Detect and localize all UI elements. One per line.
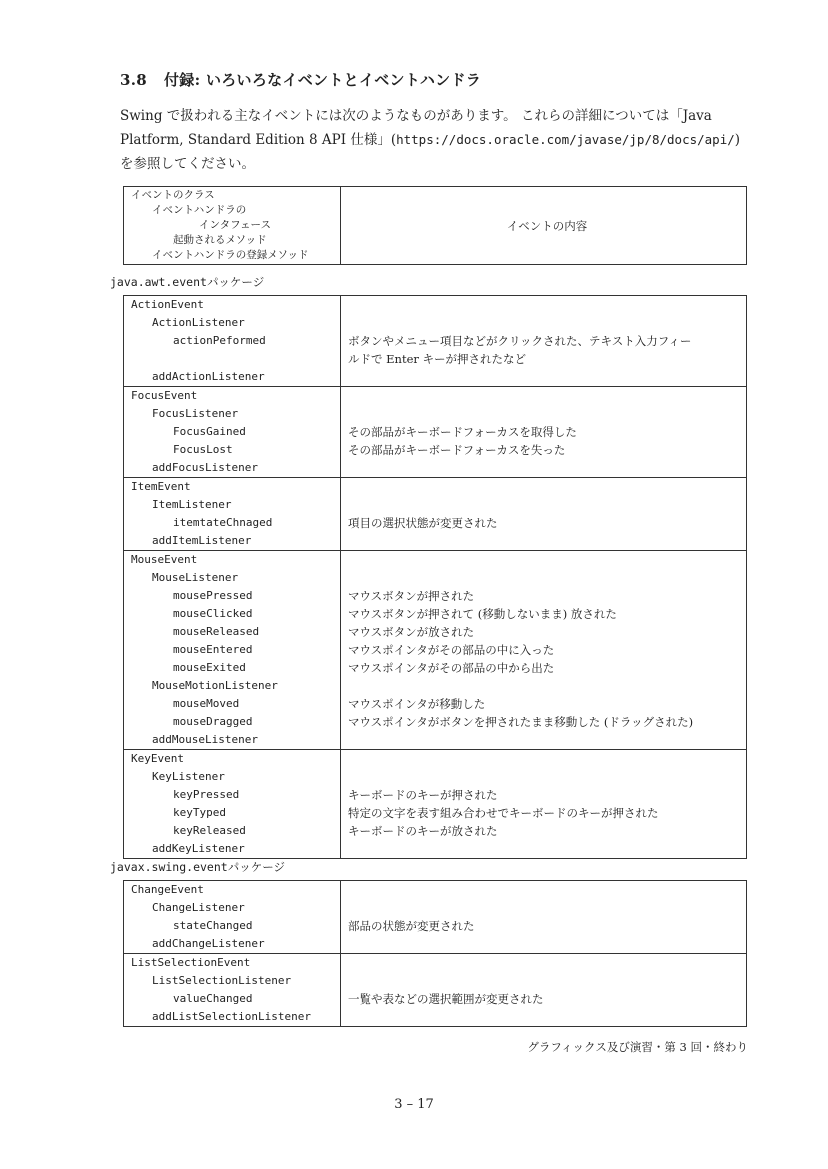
event-description: 項目の選択状態が変更された [348,516,498,530]
event-code-cell [124,478,341,550]
event-description [348,768,746,786]
listener-name: ChangeListener [152,901,245,914]
package-label-swing [110,859,285,875]
event-code-cell [124,387,341,477]
legend-event-class: イベントのクラス [131,189,215,201]
event-code-cell [124,881,341,953]
listener-name: FocusListener [152,407,239,420]
event-description-cell [341,387,746,477]
event-description: ボタンやメニュー項目などがクリックされた、テキスト入力フィー [348,334,692,348]
event-code-cell [124,296,341,386]
event-description: マウスボタンが放された [348,625,475,639]
event-description-cell [341,551,746,749]
event-description: マウスポインタが移動した [348,697,486,711]
event-description [348,972,746,990]
legend-handler: イベントハンドラの [152,204,247,216]
listener-name: addFocusListener [152,461,258,474]
listener-name: MouseListener [152,571,239,584]
intro-line-3: を参照してください。 [120,156,255,172]
method-name: FocusLost [173,443,233,456]
listener-name: addListSelectionListener [152,1010,311,1023]
event-table-awt [123,295,747,859]
legend-description: イベントの内容 [506,218,588,233]
method-name: valueChanged [173,992,253,1005]
method-name: stateChanged [173,919,253,932]
event-code-cell [124,954,341,1026]
event-description: 一覧や表などの選択範囲が変更された [348,992,544,1006]
intro-line-2-text: Platform, Standard Edition 8 API 仕様」( [120,132,397,148]
event-class-name: ListSelectionEvent [131,956,251,969]
event-block [124,386,746,477]
event-code-cell [124,551,341,749]
event-description [348,1008,746,1026]
event-class-name: MouseEvent [131,553,198,566]
listener-name: ItemListener [152,498,232,511]
event-class-name: ActionEvent [131,298,204,311]
method-name: mouseExited [173,661,246,674]
event-description: 特定の文字を表す組み合わせでキーボードのキーが押された [348,806,659,820]
event-description: その部品がキーボードフォーカスを失った [348,443,566,457]
legend-table [123,186,747,265]
event-description [348,368,746,386]
event-description: その部品がキーボードフォーカスを取得した [348,425,577,439]
event-class-name [131,350,340,368]
method-name: keyTyped [173,806,226,819]
listener-name: addMouseListener [152,733,258,746]
event-class-name: ItemEvent [131,480,191,493]
method-name: mouseMoved [173,697,240,710]
method-name: mouseEntered [173,643,253,656]
event-description [348,314,746,332]
package-suffix: パッケージ [206,275,265,289]
listener-name: addItemListener [152,534,252,547]
event-description [348,750,746,768]
section-heading [120,69,481,90]
method-name: mouseDragged [173,715,253,728]
intro-line-1: Swing で扱われる主なイベントには次のようなものがあります。 これらの詳細については「Java [120,108,712,124]
intro-paragraph [120,104,760,176]
legend-interface: インタフェース [199,219,272,231]
event-class-name: ChangeEvent [131,883,204,896]
method-name: mouseReleased [173,625,260,638]
listener-name: ActionListener [152,316,245,329]
event-description: マウスボタンが押されて (移動しないまま) 放された [348,607,617,621]
event-description-cell [341,478,746,550]
method-name: actionPeformed [173,334,266,347]
footer-note: グラフィックス及び演習・第 3 回・終わり [527,1040,748,1054]
event-block [124,477,746,550]
method-name: FocusGained [173,425,246,438]
listener-name: addChangeListener [152,937,265,950]
event-description: ルドで Enter キーが押されたなど [348,352,527,366]
event-class-name: KeyEvent [131,752,184,765]
legend-cell [124,187,341,264]
event-block [124,749,746,858]
event-description: キーボードのキーが放された [348,824,498,838]
event-description: 部品の状態が変更された [348,919,475,933]
event-description [348,496,746,514]
event-description [348,296,746,314]
event-description [348,478,746,496]
listener-name: ListSelectionListener [152,974,292,987]
listener-name: MouseMotionListener [152,679,278,692]
event-description [348,840,746,858]
event-description [348,881,746,899]
event-description-cell [341,296,746,386]
method-name: keyPressed [173,788,240,801]
legend-method: 起動されるメソッド [173,234,267,246]
section-title: 付録: いろいろなイベントとイベントハンドラ [164,71,482,89]
event-table-swing [123,880,747,1027]
method-name: keyReleased [173,824,246,837]
event-description [348,954,746,972]
listener-name: KeyListener [152,770,225,783]
method-name: mouseClicked [173,607,253,620]
method-name: mousePressed [173,589,253,602]
section-number: 3.8 [120,71,147,89]
event-description: マウスボタンが押された [348,589,475,603]
api-docs-url[interactable]: https://docs.oracle.com/javase/jp/8/docs/api/ [396,132,735,147]
listener-name: addKeyListener [152,842,245,855]
event-description [348,405,746,423]
event-description [348,387,746,405]
event-class-name: FocusEvent [131,389,198,402]
event-description [348,569,746,587]
package-label-awt [110,274,264,290]
intro-line-2 [120,128,760,152]
intro-line-2-end: ) [734,132,741,148]
event-description [348,935,746,953]
event-description [348,731,746,749]
event-block [124,881,746,953]
event-description [348,532,746,550]
event-description-cell [341,881,746,953]
event-description: キーボードのキーが押された [348,788,498,802]
listener-name: addActionListener [152,370,265,383]
event-block [124,550,746,749]
event-description [348,899,746,917]
event-block [124,953,746,1026]
event-description [348,677,746,695]
event-description [348,459,746,477]
package-name: javax.swing.event [110,860,228,874]
event-description: マウスポインタがその部品の中から出た [348,661,555,675]
event-description: マウスポインタがその部品の中に入った [348,643,555,657]
package-name: java.awt.event [110,275,207,289]
package-suffix: パッケージ [227,860,285,874]
legend-row [124,187,746,264]
event-block [124,296,746,386]
event-description-cell [341,954,746,1026]
event-description: マウスポインタがボタンを押されたまま移動した (ドラッグされた) [348,715,694,729]
event-description-cell [341,750,746,858]
page-number: 3 – 17 [394,1097,434,1112]
event-description [348,551,746,569]
legend-register-method: イベントハンドラの登録メソッド [152,249,309,261]
event-code-cell [124,750,341,858]
method-name: itemtateChnaged [173,516,273,529]
